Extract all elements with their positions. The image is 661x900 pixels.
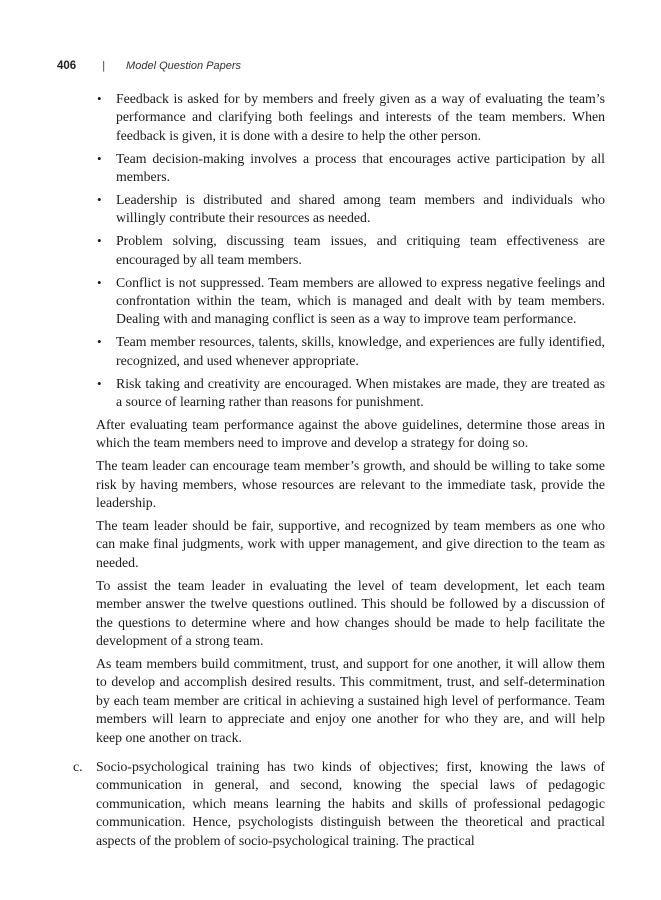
paragraph: The team leader can encourage team member’s growth, and should be willing to take some risk by having members, whose resources are relevant to the immediate task, provide the leadership. [96, 458, 605, 511]
list-item [96, 375, 605, 412]
list-item-c [73, 758, 605, 850]
header-separator: | [102, 60, 106, 72]
list-item [96, 191, 605, 228]
list-item [96, 150, 605, 187]
bullet-icon: • [97, 375, 102, 391]
main-content [96, 90, 605, 751]
item-text: Socio-psychological training has two kinds of objectives; first, knowing the laws of communication in general, and second, knowing the special laws of pedagogic communication, which means learning the habits and skills of professional pedagogic communication. Hence, psychologists distinguish between the theoretical and practical aspects of the problem of socio-psychological training. The practical [96, 759, 605, 848]
paragraph: To assist the team leader in evaluating the level of team development, let each team member answer the twelve questions outlined. This should be followed by a discussion of the questions to determine where and how changes should be made to help facilitate the development of a strong team. [96, 577, 605, 648]
bullet-text: Feedback is asked for by members and freely given as a way of evaluating the team’s performance and clarifying both feelings and interests of the team members. When feedback is given, it is done with a desire to help the other person. [116, 91, 605, 143]
list-item [96, 333, 605, 370]
bullet-list [96, 90, 605, 412]
bullet-text: Team member resources, talents, skills, knowledge, and experiences are fully identified, recognized, and used whenever appropriate. [116, 334, 605, 368]
list-item [96, 232, 605, 269]
list-item [96, 274, 605, 329]
bullet-text: Team decision-making involves a process that encourages active participation by all members. [116, 150, 605, 185]
bullet-icon: • [97, 274, 102, 290]
paragraph: The team leader should be fair, supportive, and recognized by team members as one who can make final judgments, work with upper management, and give direction to the team as needed. [96, 518, 605, 570]
bullet-icon: • [97, 91, 102, 106]
paragraph: As team members build commitment, trust, and support for one another, it will allow them to develop and accomplish desired results. This commitment, trust, and self-determination by each team member are critical in achieving a sustained high level of performance. Team members will learn to appreciate and enjoy one another for who they are, and will help keep one another on track. [96, 655, 605, 745]
paragraph: After evaluating team performance against the above guidelines, determine those areas in which the team members need to improve and develop a strategy for doing so. [96, 417, 605, 451]
page-number: 406 [57, 60, 77, 72]
bullet-text: Risk taking and creativity are encouraged. When mistakes are made, they are treated as a source of learning rather than reasons for punishment. [116, 375, 605, 410]
item-label: c. [73, 759, 83, 774]
bullet-text: Conflict is not suppressed. Team members are allowed to express negative feelings and confrontation within the team, which is managed and dealt with by team members. Dealing with and managing conflict is seen as a way to improve team performance. [116, 274, 605, 327]
bullet-icon: • [97, 192, 102, 208]
running-title: Model Question Papers [126, 60, 241, 72]
bullet-icon: • [97, 150, 102, 166]
bullet-text: Problem solving, discussing team issues, and critiquing team effectiveness are encouraged by all team members. [116, 233, 605, 267]
page-header [57, 59, 241, 73]
list-item [96, 90, 605, 145]
bullet-icon: • [97, 233, 102, 249]
bullet-text: Leadership is distributed and shared among team members and individuals who willingly contribute their resources as needed. [116, 192, 605, 226]
bullet-icon: • [97, 334, 102, 350]
